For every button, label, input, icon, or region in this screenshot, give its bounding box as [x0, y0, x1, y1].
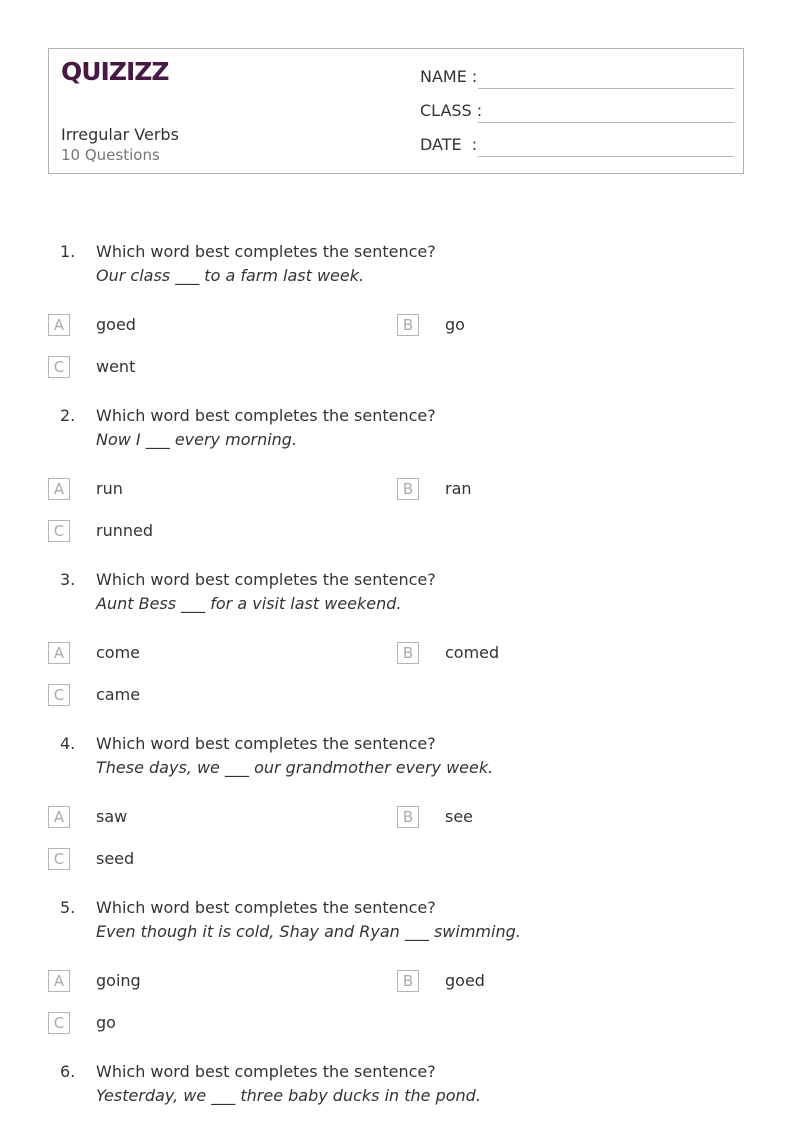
question-text: Which word best completes the sentence? — [96, 242, 436, 261]
question-text: Which word best completes the sentence? — [96, 406, 436, 425]
option-letter-box: A — [48, 642, 70, 664]
option-text: runned — [96, 521, 153, 540]
option-text: run — [96, 479, 123, 498]
question-number: 2. — [60, 406, 76, 425]
date-line[interactable] — [478, 156, 734, 157]
option-text: went — [96, 357, 136, 376]
question-number: 3. — [60, 570, 76, 589]
name-label: NAME : — [420, 67, 478, 86]
option-letter-box: C — [48, 356, 70, 378]
date-field[interactable] — [420, 135, 734, 157]
option-text: go — [96, 1013, 116, 1032]
option-text: comed — [445, 643, 500, 662]
worksheet-title: Irregular Verbs — [61, 125, 179, 144]
question-sentence: Now I ___ every morning. — [96, 430, 298, 449]
question-number: 5. — [60, 898, 76, 917]
option-text: ran — [445, 479, 472, 498]
option-text: come — [96, 643, 141, 662]
class-field[interactable] — [420, 101, 734, 123]
class-line[interactable] — [478, 122, 734, 123]
option-text: seed — [96, 849, 135, 868]
option-text: goed — [445, 971, 485, 990]
option-letter-box: B — [397, 806, 419, 828]
question-text: Which word best completes the sentence? — [96, 570, 436, 589]
option-letter-box: B — [397, 642, 419, 664]
option-text: came — [96, 685, 141, 704]
class-label: CLASS : — [420, 101, 483, 120]
option-letter-box: B — [397, 314, 419, 336]
name-field[interactable] — [420, 67, 734, 89]
question-number: 1. — [60, 242, 76, 261]
option-text: goed — [96, 315, 136, 334]
option-text: see — [445, 807, 474, 826]
question-number: 6. — [60, 1062, 76, 1081]
option-letter-box: A — [48, 314, 70, 336]
question-text: Which word best completes the sentence? — [96, 734, 436, 753]
option-letter-box: C — [48, 520, 70, 542]
option-letter-box: A — [48, 806, 70, 828]
question-number: 4. — [60, 734, 76, 753]
option-letter-box: B — [397, 478, 419, 500]
option-text: go — [445, 315, 465, 334]
question-sentence: Aunt Bess ___ for a visit last weekend. — [96, 594, 402, 613]
date-label: DATE : — [420, 135, 478, 154]
option-text: going — [96, 971, 141, 990]
option-text: saw — [96, 807, 128, 826]
question-sentence: Yesterday, we ___ three baby ducks in the pond. — [96, 1086, 481, 1105]
question-sentence: Even though it is cold, Shay and Ryan ___ swimming. — [96, 922, 521, 941]
question-text: Which word best completes the sentence? — [96, 1062, 436, 1081]
quizizz-logo: QUIZIZZ — [61, 57, 169, 86]
question-sentence: These days, we ___ our grandmother every week. — [96, 758, 494, 777]
question-text: Which word best completes the sentence? — [96, 898, 436, 917]
option-letter-box: A — [48, 970, 70, 992]
option-letter-box: B — [397, 970, 419, 992]
worksheet-header — [48, 48, 744, 174]
option-letter-box: C — [48, 1012, 70, 1034]
name-line[interactable] — [478, 88, 734, 89]
option-letter-box: A — [48, 478, 70, 500]
option-letter-box: C — [48, 848, 70, 870]
option-letter-box: C — [48, 684, 70, 706]
question-sentence: Our class ___ to a farm last week. — [96, 266, 365, 285]
question-count: 10 Questions — [61, 146, 160, 164]
